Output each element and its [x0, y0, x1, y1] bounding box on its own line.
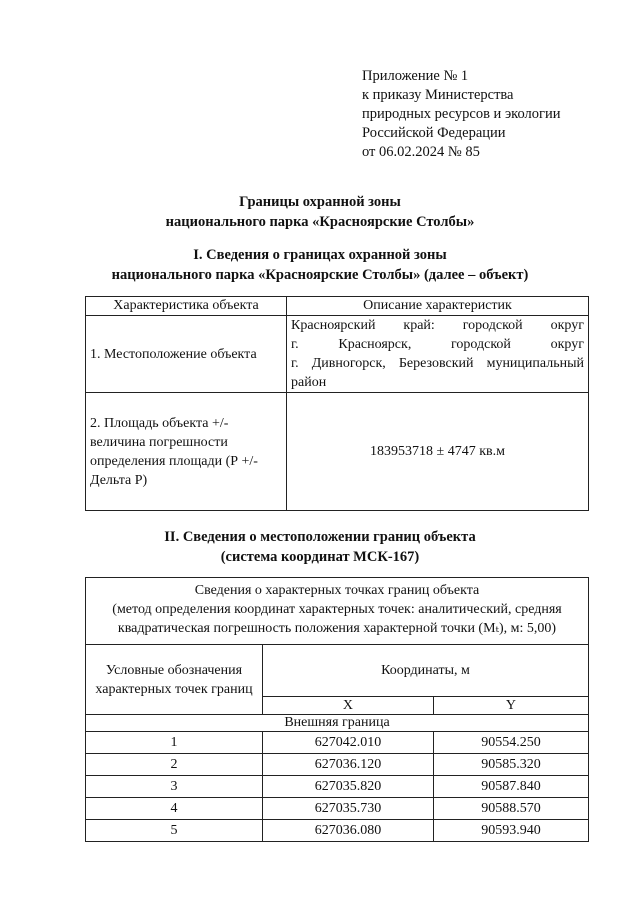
point-number: 4	[86, 798, 263, 820]
table-row	[86, 754, 589, 776]
table-row	[86, 820, 589, 842]
table-row	[86, 776, 589, 798]
area-label: 2. Площадь объекта +/- величина погрешности определения площади (Р +/- Дельта Р)	[86, 393, 287, 511]
appendix-block	[362, 67, 560, 162]
point-y: 90587.840	[433, 776, 588, 798]
legend-header: Условные обозначения характерных точек границ	[86, 645, 263, 715]
point-x: 627036.120	[263, 754, 434, 776]
document-title	[0, 192, 640, 232]
object-characteristics-table	[85, 296, 589, 511]
location-line: г. Дивногорск, Березовский муниципальный	[291, 356, 584, 371]
outer-boundary-label: Внешняя граница	[86, 715, 589, 732]
coords-header: Координаты, м	[263, 645, 589, 697]
area-value: 183953718 ± 4747 кв.м	[287, 393, 589, 511]
point-number: 1	[86, 732, 263, 754]
point-x: 627035.820	[263, 776, 434, 798]
point-number: 2	[86, 754, 263, 776]
appendix-line: Российской Федерации	[362, 125, 506, 141]
point-x: 627042.010	[263, 732, 434, 754]
title-line: национального парка «Красноярские Столбы»	[165, 214, 475, 230]
section2-heading	[0, 527, 640, 567]
col2-header: Описание характеристик	[287, 297, 589, 316]
section2-heading-line: II. Сведения о местоположении границ объекта	[164, 529, 476, 545]
section1-heading	[0, 245, 640, 285]
appendix-line: к приказу Министерства	[362, 87, 514, 103]
section2-heading-line: (система координат МСК-167)	[220, 549, 420, 565]
points-info-line: (метод определения координат характерных точек: аналитический, средняя	[112, 602, 562, 617]
point-y: 90554.250	[433, 732, 588, 754]
points-info-line: Сведения о характерных точках границ объекта	[194, 583, 480, 598]
points-info-line: квадратическая погрешность положения характерной точки (Мₜ), м: 5,00)	[117, 621, 557, 636]
x-header: X	[263, 697, 434, 715]
point-x: 627035.730	[263, 798, 434, 820]
y-header: Y	[433, 697, 588, 715]
point-number: 5	[86, 820, 263, 842]
point-y: 90588.570	[433, 798, 588, 820]
location-line: район	[291, 375, 327, 390]
section1-heading-line: I. Сведения о границах охранной зоны	[193, 247, 447, 263]
point-y: 90585.320	[433, 754, 588, 776]
title-line: Границы охранной зоны	[239, 194, 401, 210]
appendix-line: от 06.02.2024 № 85	[362, 144, 480, 160]
location-description	[287, 316, 589, 393]
points-info-cell	[86, 578, 589, 645]
boundary-points-table	[85, 577, 589, 842]
table-row	[86, 732, 589, 754]
appendix-line: природных ресурсов и экологии	[362, 106, 561, 122]
col1-header: Характеристика объекта	[86, 297, 287, 316]
point-number: 3	[86, 776, 263, 798]
location-label: 1. Местоположение объекта	[86, 316, 287, 393]
table-row	[86, 798, 589, 820]
point-y: 90593.940	[433, 820, 588, 842]
point-x: 627036.080	[263, 820, 434, 842]
appendix-line: Приложение № 1	[362, 68, 469, 84]
section1-heading-line: национального парка «Красноярские Столбы» (далее – объект)	[111, 267, 529, 283]
location-line: г. Красноярск, городской округ	[291, 337, 584, 352]
location-line: Красноярский край: городской округ	[291, 318, 584, 333]
